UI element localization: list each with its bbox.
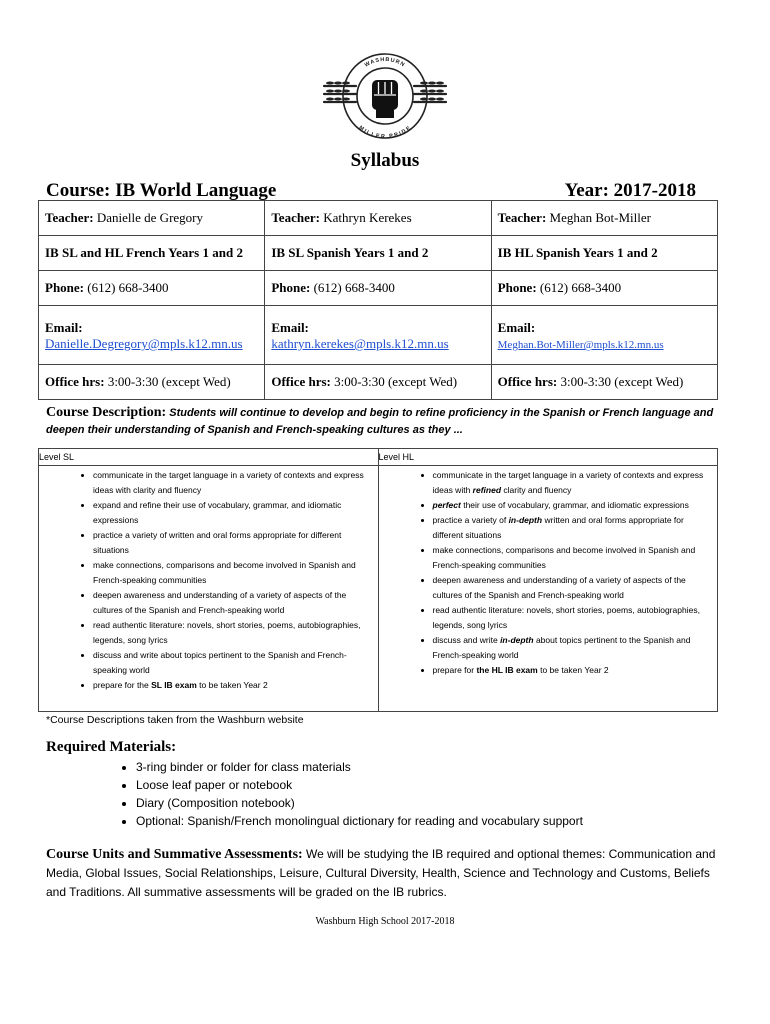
level-hl-cell xyxy=(378,466,718,712)
page-footer: Washburn High School 2017-2018 xyxy=(315,916,455,927)
svg-text:MILLER PRIDE xyxy=(357,125,412,140)
email-cell xyxy=(39,306,265,365)
teacher-label: Teacher: xyxy=(497,210,547,225)
course-description-label: Course Description xyxy=(46,405,162,420)
teacher-info-table xyxy=(38,200,718,400)
page-title: Syllabus xyxy=(350,150,420,171)
list-item: • perfect their use of vocabulary, grammar, and idiomatic expressions xyxy=(433,498,710,513)
list-item: • read authentic literature: novels, short stories, poems, autobiographies, legends, song lyrics xyxy=(93,618,370,648)
email-cell xyxy=(491,306,717,365)
office-label: Office hrs: xyxy=(45,374,105,389)
list-item: • discuss and write about topics pertinent to the Spanish and French-speaking world xyxy=(93,648,370,678)
list-item: • 3-ring binder or folder for class materials xyxy=(136,758,583,776)
teacher-cell xyxy=(39,201,265,236)
office-hours-row xyxy=(39,365,718,400)
phone-cell xyxy=(39,271,265,306)
course-name: IB SL Spanish Years 1 and 2 xyxy=(271,245,429,260)
level-sl-list xyxy=(49,468,370,693)
svg-text:WASHBURN xyxy=(364,57,406,69)
list-item: • make connections, comparisons and become involved in Spanish and French-speaking communities xyxy=(433,543,710,573)
email-label: Email: xyxy=(497,320,536,335)
level-hl-list xyxy=(389,468,710,678)
list-item: • deepen awareness and understanding of a variety of aspects of the cultures of the Spanish and French-speaking world xyxy=(93,588,370,618)
list-item: • communicate in the target language in a variety of contexts and express ideas with refined clarity and fluency xyxy=(433,468,710,498)
course-name: IB HL Spanish Years 1 and 2 xyxy=(497,245,658,260)
office-label: Office hrs: xyxy=(497,374,558,389)
list-item: • practice a variety of in-depth written and oral forms appropriate for different situations xyxy=(433,513,710,543)
levels-table xyxy=(38,448,718,712)
phone-label: Phone: xyxy=(45,280,84,295)
office-hours: 3:00-3:30 (except Wed) xyxy=(560,374,684,389)
list-item: • prepare for the HL IB exam to be taken Year 2 xyxy=(433,663,710,678)
course-row xyxy=(39,236,718,271)
list-item: • practice a variety of written and oral forms appropriate for different situations xyxy=(93,528,370,558)
phone-number: (612) 668-3400 xyxy=(313,280,395,295)
list-item: • Loose leaf paper or notebook xyxy=(136,776,583,794)
office-label: Office hrs: xyxy=(271,374,331,389)
list-item: • make connections, comparisons and become involved in Spanish and French-speaking communities xyxy=(93,558,370,588)
list-item: • discuss and write in-depth about topics pertinent to the Spanish and French-speaking world xyxy=(433,633,710,663)
office-hours: 3:00-3:30 (except Wed) xyxy=(334,374,458,389)
level-sl-header: Level SL xyxy=(39,449,379,466)
list-item: • Optional: Spanish/French monolingual dictionary for reading and vocabulary support xyxy=(136,812,583,830)
required-materials-list xyxy=(110,758,583,830)
teacher-name: Danielle de Gregory xyxy=(96,210,203,225)
teacher-label: Teacher: xyxy=(45,210,94,225)
list-item: • read authentic literature: novels, short stories, poems, autobiographies, legends, song lyrics xyxy=(433,603,710,633)
course-cell xyxy=(491,236,717,271)
course-units-section xyxy=(46,845,726,902)
course-description-text: Students will continue to develop and begin to refine proficiency in the Spanish or French language and deepen their understanding of Spanish and French-speaking cultures as they ... xyxy=(46,407,714,436)
email-link[interactable]: Danielle.Degregory@mpls.k12.mn.us xyxy=(45,336,243,351)
course-heading: Course: IB World Language xyxy=(46,180,277,201)
required-materials-title: Required Materials: xyxy=(46,739,177,755)
email-row xyxy=(39,306,718,365)
teacher-cell xyxy=(491,201,717,236)
teacher-cell xyxy=(265,201,491,236)
phone-label: Phone: xyxy=(497,280,537,295)
course-description-colon: : xyxy=(161,405,167,420)
list-item: • prepare for the SL IB exam to be taken Year 2 xyxy=(93,678,370,693)
list-item: • deepen awareness and understanding of a variety of aspects of the cultures of the Spanish and French-speaking world xyxy=(433,573,710,603)
teacher-label: Teacher: xyxy=(271,210,320,225)
course-units-label: Course Units and Summative Assessments: xyxy=(46,847,303,862)
office-cell xyxy=(39,365,265,400)
teacher-name: Kathryn Kerekes xyxy=(323,210,412,225)
course-cell xyxy=(265,236,491,271)
list-item: • Diary (Composition notebook) xyxy=(136,794,583,812)
office-hours: 3:00-3:30 (except Wed) xyxy=(107,374,231,389)
list-item: • communicate in the target language in a variety of contexts and express ideas with clarity and fluency xyxy=(93,468,370,498)
office-cell xyxy=(491,365,717,400)
footnote: *Course Descriptions taken from the Washburn website xyxy=(46,714,304,726)
year-heading: Year: 2017-2018 xyxy=(564,180,696,201)
logo-bottom-text: MILLER PRIDE xyxy=(357,124,413,141)
phone-row xyxy=(39,271,718,306)
course-description xyxy=(46,404,726,439)
teacher-name: Meghan Bot-Miller xyxy=(549,210,651,225)
email-label: Email: xyxy=(271,320,309,335)
level-hl-header: Level HL xyxy=(378,449,718,466)
office-cell xyxy=(265,365,491,400)
email-link[interactable]: Meghan.Bot-Miller@mpls.k12.mn.us xyxy=(497,339,664,351)
email-label: Email: xyxy=(45,320,83,335)
washburn-miller-pride-logo xyxy=(320,42,450,150)
phone-cell xyxy=(265,271,491,306)
course-units-text: We will be studying the IB required and optional themes: Communication and Media, Global Issues, Social Relationships, Leisure, Cultural Diversity, Health, Science and Technology and Customs, Beliefs and Traditions. All summative assessments will be graded on the IB rubrics. xyxy=(46,847,716,899)
course-cell xyxy=(39,236,265,271)
course-name: IB SL and HL French Years 1 and 2 xyxy=(45,245,243,260)
email-cell xyxy=(265,306,491,365)
email-link[interactable]: kathryn.kerekes@mpls.k12.mn.us xyxy=(271,336,449,351)
phone-number: (612) 668-3400 xyxy=(87,280,169,295)
teacher-row xyxy=(39,201,718,236)
phone-number: (612) 668-3400 xyxy=(539,280,622,295)
list-item: • expand and refine their use of vocabulary, grammar, and idiomatic expressions xyxy=(93,498,370,528)
phone-cell xyxy=(491,271,717,306)
phone-label: Phone: xyxy=(271,280,311,295)
logo-top-text: WASHBURN xyxy=(363,56,407,69)
level-sl-cell xyxy=(39,466,379,712)
